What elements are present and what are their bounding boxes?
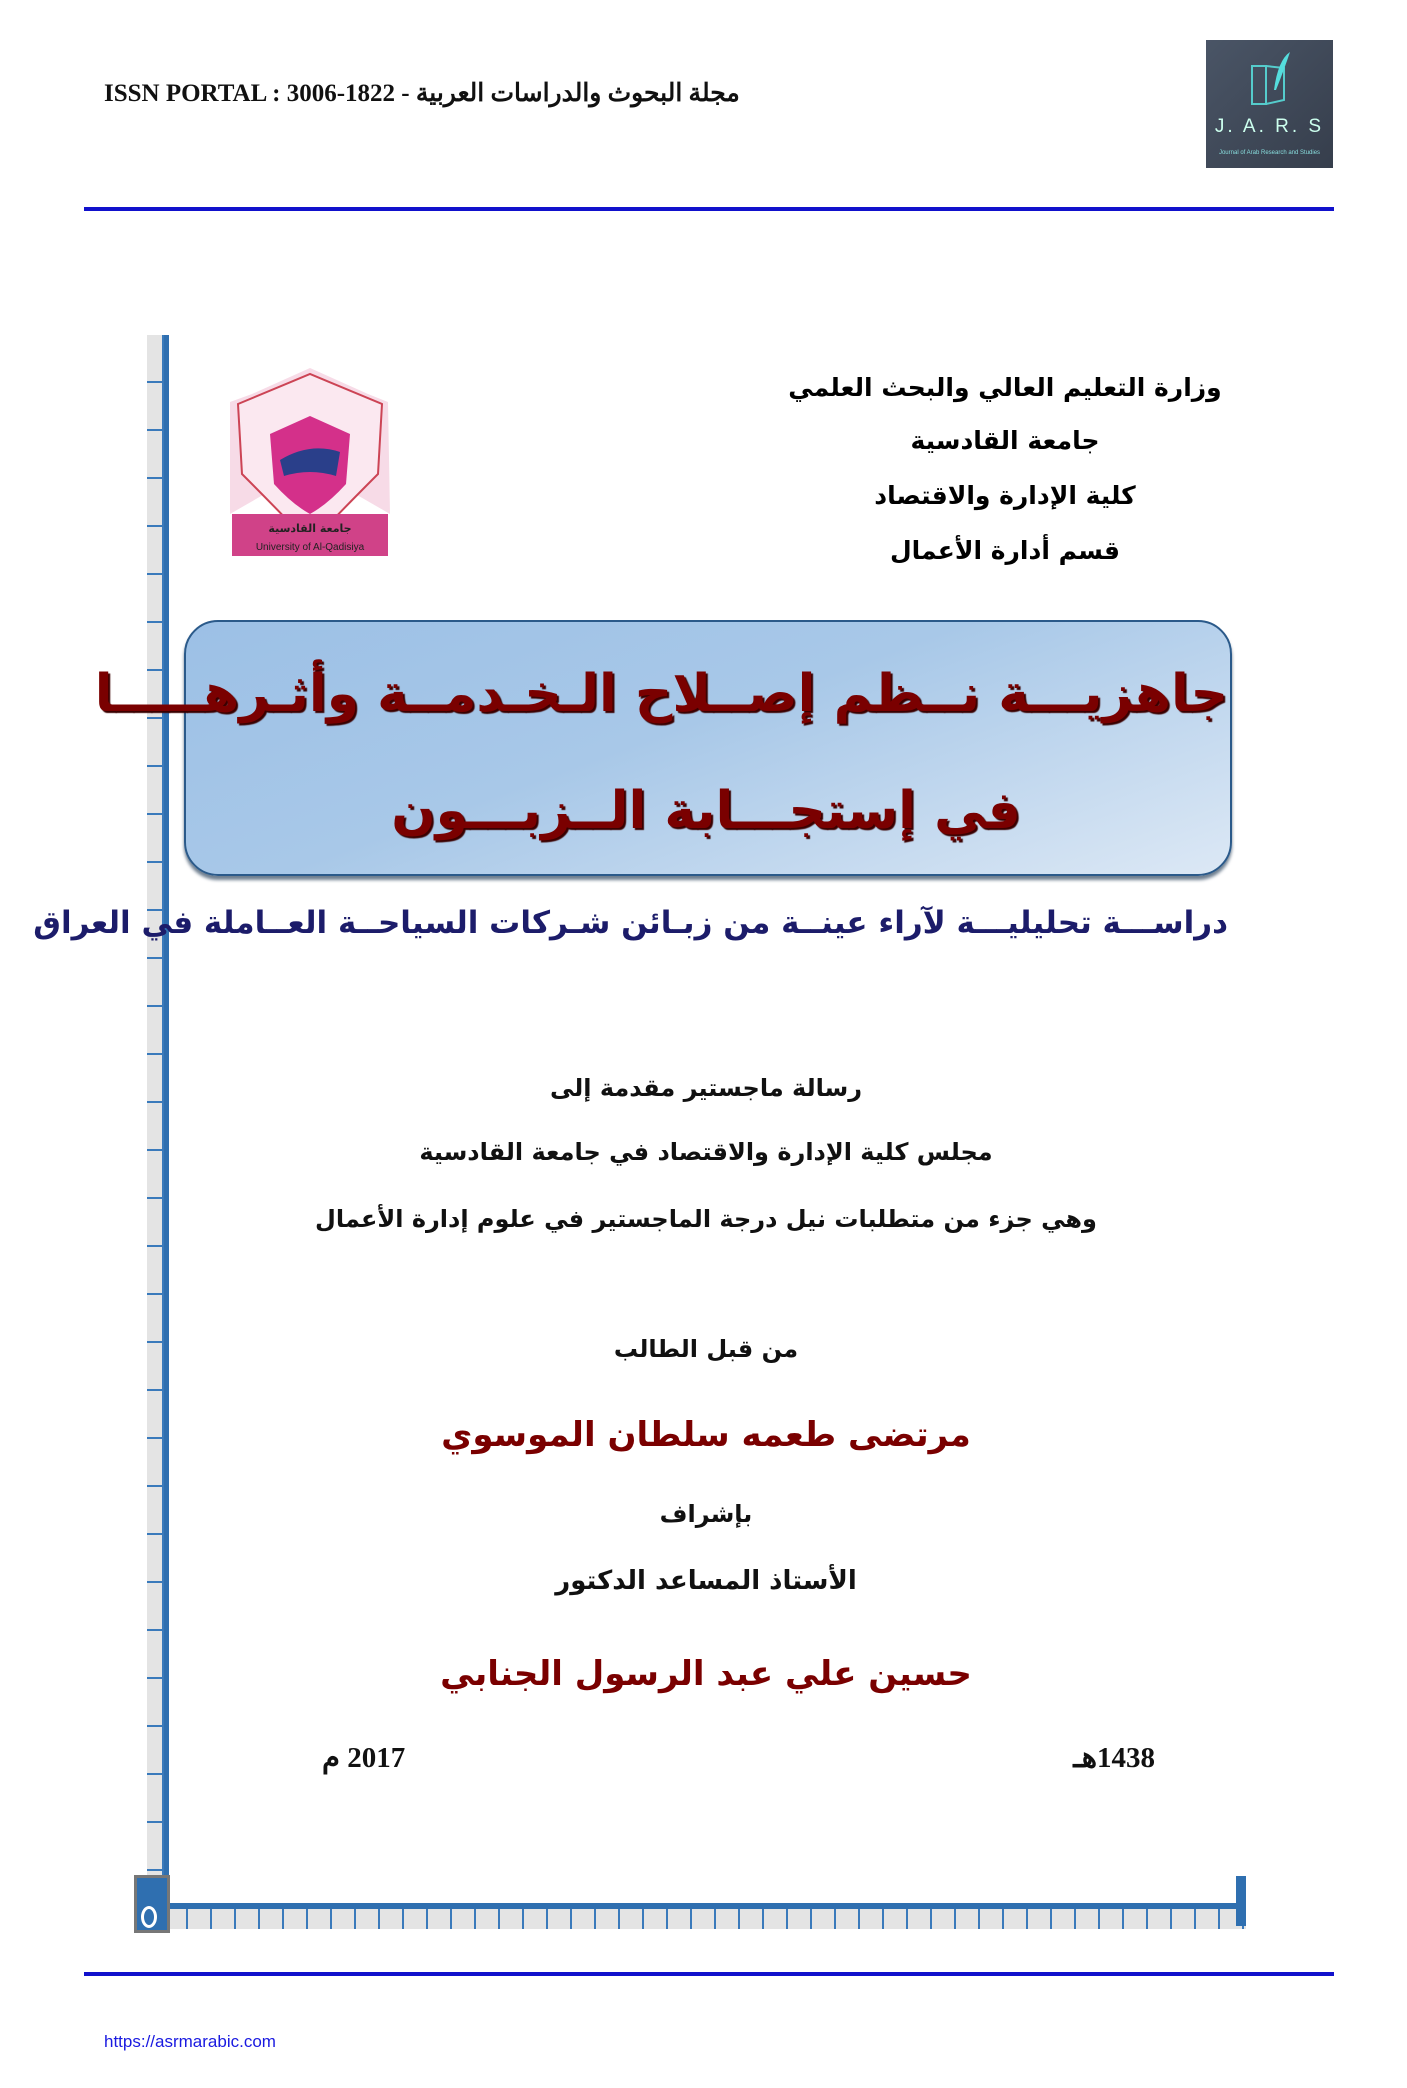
university-logo-text-ar: جامعة القادسية bbox=[268, 522, 352, 535]
department-name: قسم أدارة الأعمال bbox=[889, 536, 1121, 565]
page-frame-bottom bbox=[164, 1903, 1246, 1929]
college-name: كلية الإدارة والاقتصاد bbox=[874, 481, 1136, 510]
date-hijri: 1438هـ bbox=[1073, 1742, 1155, 1774]
jars-logo-subtitle: Journal of Arab Research and Studies bbox=[1218, 150, 1321, 156]
footer-rule bbox=[84, 1972, 1334, 1976]
thesis-statement-line1: رسالة ماجستير مقدمة إلى bbox=[549, 1074, 863, 1102]
frame-corner-right bbox=[1236, 1876, 1246, 1926]
student-name: مرتضى طعمه سلطان الموسوي bbox=[441, 1415, 971, 1455]
book-quill-icon bbox=[1244, 50, 1294, 110]
ministry-name: وزارة التعليم العالي والبحث العلمي bbox=[788, 373, 1222, 402]
student-label: من قبل الطالب bbox=[613, 1335, 799, 1363]
university-name: جامعة القادسية bbox=[910, 426, 1100, 455]
jars-logo-text: J. A. R. S bbox=[1214, 116, 1325, 137]
thesis-statement-line2: مجلس كلية الإدارة والاقتصاد في جامعة القادسية bbox=[419, 1138, 993, 1166]
thesis-title-line2: في إستجـــابة الــزبـــون bbox=[391, 781, 1021, 841]
university-logo-text-en: University of Al-Qadisiya bbox=[255, 542, 365, 553]
frame-corner-ornament bbox=[134, 1875, 170, 1933]
thesis-title-line1: جاهزيـــة نــظم إصــلاح الـخـدمــة وأثـرهـــــا bbox=[94, 664, 1228, 724]
supervisor-rank: الأستاذ المساعد الدكتور bbox=[555, 1566, 857, 1596]
journal-issn-header: ISSN PORTAL : 3006-1822 - مجلة البحوث والدراسات العربية bbox=[104, 80, 740, 107]
thesis-statement-line3: وهي جزء من متطلبات نيل درجة الماجستير في علوم إدارة الأعمال bbox=[315, 1205, 1097, 1233]
university-logo bbox=[218, 364, 402, 560]
thesis-subtitle: دراســـة تحليليـــة لآراء عينــة من زبـائن شـركات السياحــة العــاملة في العراق bbox=[33, 905, 1228, 941]
supervision-label: بإشراف bbox=[659, 1500, 753, 1528]
date-gregorian: 2017 م bbox=[322, 1742, 406, 1774]
footer-url-link[interactable]: https://asrmarabic.com bbox=[104, 2032, 276, 2051]
supervisor-name: حسين علي عبد الرسول الجنابي bbox=[440, 1654, 972, 1694]
page-frame-left bbox=[147, 335, 169, 1920]
jars-logo bbox=[1206, 40, 1333, 168]
header-rule bbox=[84, 207, 1334, 211]
